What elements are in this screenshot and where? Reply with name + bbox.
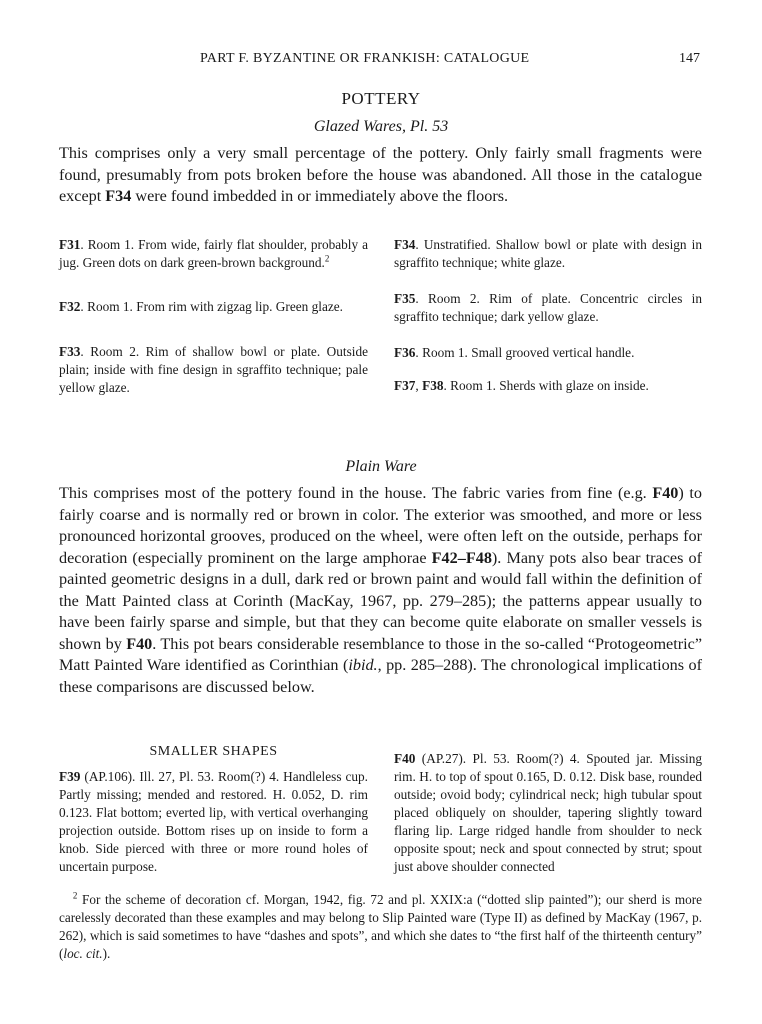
catalogue-entry-f32 <box>59 298 368 316</box>
catalogue-entry-f36 <box>394 344 702 362</box>
footnote-marker: 2 <box>324 253 330 264</box>
entry-text: . Room 1. From rim with zigzag lip. Green glaze. <box>80 299 343 314</box>
plain-text-3: ). Many pots also bear traces of painted geometric designs in a dull, dark red or brown paint and would fall within the definition of the Matt Painted class at Corinth (MacKay, 1967, pp. 279–285); the patterns appear usually to have been fairly sparse and simple, but that they can become quite elaborate on smaller vessels is shown by <box>59 548 703 653</box>
plain-ref-2: F42–F48 <box>431 548 492 567</box>
entry-separator: , <box>415 378 423 393</box>
catalogue-entry-f40 <box>394 750 702 876</box>
glazed-intro-paragraph <box>59 143 702 208</box>
plain-text-5: , pp. 285–288). The chronological implications of these comparisons are discussed below. <box>59 656 702 696</box>
catalogue-entry-f33 <box>59 343 368 397</box>
plain-text-1: This comprises most of the pottery found in the house. The fabric varies from fine (e.g. <box>59 484 653 502</box>
catalogue-entry-f31 <box>59 236 368 272</box>
running-head: PART F. BYZANTINE OR FRANKISH: CATALOGUE <box>200 51 530 66</box>
entry-text: (AP.106). Ill. 27, Pl. 53. Room(?) 4. Handleless cup. Partly missing; mended and restored. H. 0.052, D. rim 0.123. Flat bottom; everted lip, with vertical overhanging projection outside. Bottom rises up on inside to form a knob. Side pierced with three or more round holes of uncertain purpose. <box>59 769 368 874</box>
plain-text-4: . This pot bears considerable resemblance to those in the so-called “Protogeometric” Matt Painted Ware identified as Corinthian ( <box>59 634 702 674</box>
catalogue-entry-f37-f38 <box>394 377 702 395</box>
smaller-shapes-heading: SMALLER SHAPES <box>149 744 278 759</box>
glazed-wares-title <box>0 118 762 136</box>
entry-id: F35 <box>394 291 416 306</box>
footnote-number: 2 <box>72 890 78 901</box>
footnote-loc-cit: loc. cit. <box>63 946 103 961</box>
section-title: POTTERY <box>341 89 421 108</box>
glazed-wares-plate-ref: , Pl. 53 <box>401 118 449 135</box>
plain-ware-paragraph <box>59 483 702 698</box>
entry-id: F32 <box>59 299 81 314</box>
plain-ibid: ibid. <box>348 656 378 674</box>
entry-text: . Room 2. Rim of plate. Concentric circles in sgraffito technique; dark yellow glaze. <box>394 291 702 324</box>
footnote-text-1: For the scheme of decoration cf. Morgan, 1942, fig. 72 and pl. XXIX:a (“dotted slip painted”); our sherd is more carelessly decorated than these examples and may belong to Slip Painted ware (Type II) as defined by MacKay (1967, p. 262), which is said sometimes to have “dashes and spots”, and which she dates to “the first half of the thirteenth century” ( <box>59 892 703 961</box>
plain-ref-3: F40 <box>126 634 153 653</box>
entry-id: F40 <box>394 751 416 766</box>
catalogue-entry-f35 <box>394 290 702 326</box>
entry-id: F37 <box>394 378 416 393</box>
glazed-intro-text-1: This comprises only a very small percentage of the pottery. Only fairly small fragments were found, presumably from pots broken before the house was abandoned. All those in the catalogue except <box>59 144 702 205</box>
entry-id: F31 <box>59 237 81 252</box>
entry-id: F34 <box>394 237 416 252</box>
entry-text: . Room 1. Small grooved vertical handle. <box>415 345 635 360</box>
entry-id: F33 <box>59 344 81 359</box>
entry-text: . Room 1. From wide, fairly flat shoulder, probably a jug. Green dots on dark green-brown background. <box>59 237 368 270</box>
entry-id-2: F38 <box>422 378 444 393</box>
catalogue-entry-f34 <box>394 236 702 272</box>
entry-text: (AP.27). Pl. 53. Room(?) 4. Spouted jar. Missing rim. H. to top of spout 0.165, D. 0.12. Disk base, rounded outside; ovoid body; cylindrical neck; high tubular spout placed obliquely on shoulder, tapering slightly toward flaring lip. Large ridged handle from shoulder to neck opposite spout; neck and spout connected by strut; spout just above shoulder connected <box>394 751 702 874</box>
footnote-text-2: ). <box>102 946 111 961</box>
entry-text: . Room 1. Sherds with glaze on inside. <box>443 378 649 393</box>
glazed-intro-ref: F34 <box>105 187 132 205</box>
footnote <box>59 891 702 963</box>
glazed-wares-title-text: Glazed Wares <box>313 118 402 135</box>
entry-text: . Room 2. Rim of shallow bowl or plate. Outside plain; inside with fine design in sgraffito technique; pale yellow glaze. <box>59 344 368 395</box>
plain-ref-1: F40 <box>652 484 679 502</box>
entry-id: F36 <box>394 345 416 360</box>
catalogue-entry-f39 <box>59 768 368 876</box>
entry-id: F39 <box>59 769 81 784</box>
page-number: 147 <box>679 51 700 66</box>
entry-text: . Unstratified. Shallow bowl or plate with design in sgraffito technique; white glaze. <box>394 237 702 270</box>
glazed-intro-text-2: were found imbedded in or immediately above the floors. <box>131 187 509 205</box>
plain-ware-title: Plain Ware <box>345 458 417 475</box>
plain-text-2: ) to fairly coarse and is normally red or brown in color. The exterior was smoothed, and more or less pronounced horizontal grooves, produced on the wheel, were often left on the outside, perhaps for decoration (especially prominent on the large amphorae <box>59 484 702 567</box>
